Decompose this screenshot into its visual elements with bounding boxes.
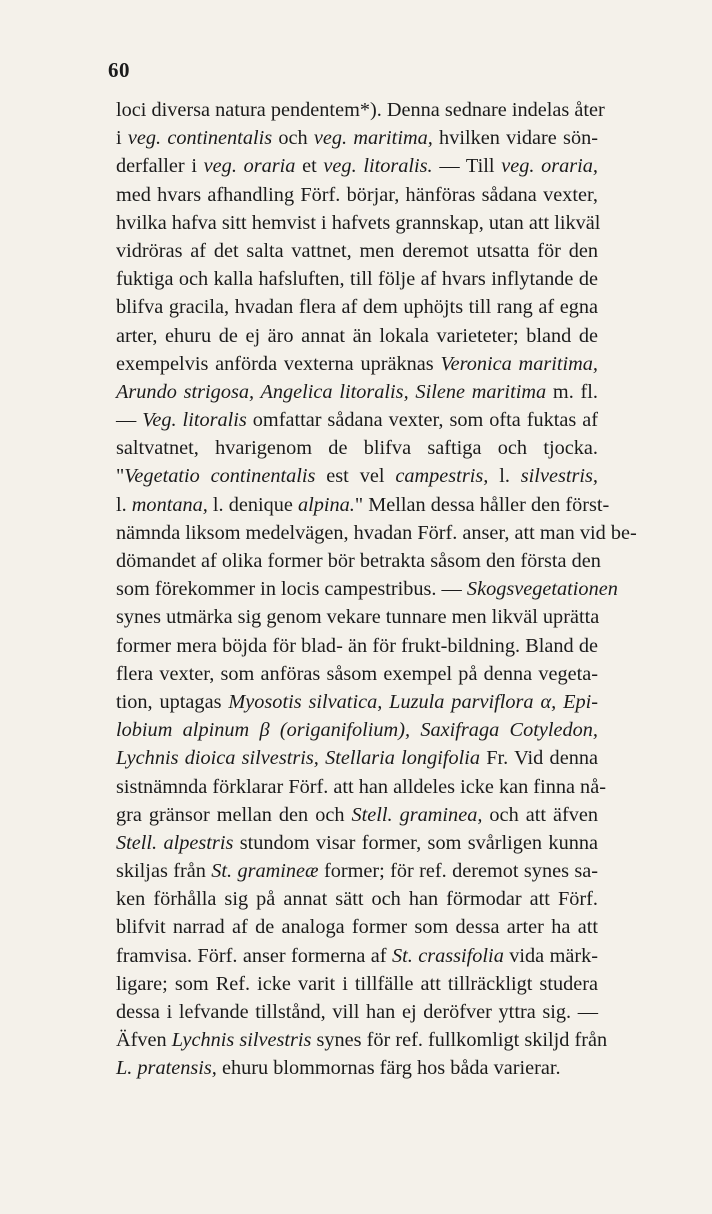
text-line xyxy=(116,293,598,321)
text-line xyxy=(116,885,598,913)
italic-species-name: Lychnis silvestris xyxy=(171,1029,312,1052)
body-text xyxy=(116,96,637,1083)
text-run: vidröras af det salta vattnet, men deremot utsatta för den xyxy=(116,239,598,262)
text-run: skiljas från xyxy=(116,860,212,883)
text-run: " xyxy=(116,465,125,488)
text-line xyxy=(116,913,598,941)
text-run: Äfven xyxy=(116,1029,172,1052)
text-line xyxy=(116,716,598,744)
text-run: m. fl. xyxy=(546,380,599,403)
italic-species-name: veg. oraria, xyxy=(501,155,598,178)
text-run: l. xyxy=(488,465,521,488)
text-line xyxy=(116,660,598,688)
text-line xyxy=(116,575,618,603)
text-line xyxy=(116,1026,608,1054)
text-line xyxy=(116,181,598,209)
text-line xyxy=(116,152,598,180)
text-line xyxy=(116,632,598,660)
text-run: tion, uptagas xyxy=(116,690,229,713)
italic-species-name: campestris, xyxy=(395,465,489,488)
italic-species-name: Veg. litoralis xyxy=(142,409,247,432)
text-run: vida märk- xyxy=(503,944,599,967)
italic-species-name: lobium alpinum β (origanifolium), Saxifraga Cotyledon, xyxy=(116,719,598,742)
text-line xyxy=(116,801,598,829)
text-line xyxy=(116,688,598,716)
text-line xyxy=(116,942,598,970)
page-number: 60 xyxy=(108,58,130,82)
italic-species-name: veg. oraria xyxy=(203,155,296,178)
text-run: — Till xyxy=(432,155,502,178)
text-line xyxy=(116,491,610,519)
text-line xyxy=(116,96,605,124)
text-run: fuktiga och kalla hafsluften, till följe af hvars inflytande de xyxy=(116,268,598,291)
text-run: hvilken vidare sön- xyxy=(432,127,598,150)
text-run: och att äfven xyxy=(482,803,599,826)
text-line xyxy=(116,209,601,237)
text-run: arter, ehuru de ej äro annat än lokala varieteter; bland de xyxy=(116,324,598,347)
italic-species-name: Stell. alpestris xyxy=(116,831,234,854)
text-run: stundom visar former, som svårligen kunna xyxy=(233,831,598,854)
italic-species-name: alpina. xyxy=(297,493,355,516)
italic-species-name: Myosotis silvatica, Luzula parviflora α, Epi- xyxy=(228,690,598,713)
text-run: " Mellan dessa håller den först- xyxy=(354,493,610,516)
text-run: hvilka hafva sitt hemvist i hafvets grannskap, utan att likväl xyxy=(116,211,601,234)
text-run: nämnda liksom medelvägen, hvadan Förf. anser, att man vid be- xyxy=(116,521,637,544)
text-line xyxy=(116,744,598,772)
text-line xyxy=(116,1054,598,1082)
text-run: sistnämnda förklarar Förf. att han alldeles icke kan finna nå- xyxy=(116,775,606,798)
text-line xyxy=(116,350,598,378)
text-run: — xyxy=(116,409,143,432)
italic-species-name: montana, xyxy=(131,493,208,516)
text-line xyxy=(116,406,598,434)
text-run: l. denique xyxy=(207,493,298,516)
text-run: Fr. Vid denna xyxy=(480,747,598,770)
text-run: ken förhålla sig på annat sätt och han förmodar att Förf. xyxy=(116,888,598,911)
text-run: med hvars afhandling Förf. börjar, hänföras sådana vexter, xyxy=(116,183,598,206)
text-line xyxy=(116,998,598,1026)
text-run: flera vexter, som anföras såsom exempel på denna vegeta- xyxy=(116,662,598,685)
text-run: l. xyxy=(116,493,132,516)
italic-species-name: Stell. graminea, xyxy=(351,803,483,826)
text-line xyxy=(116,434,598,462)
text-run: framvisa. Förf. anser formerna af xyxy=(116,944,392,967)
text-run: dömandet af olika former bör betrakta såsom den första den xyxy=(116,550,601,572)
text-run: ligare; som Ref. icke varit i tillfälle att tillräckligt studera xyxy=(116,972,598,995)
text-run: saltvatnet, hvarigenom de blifva saftiga och tjocka. xyxy=(116,437,598,460)
text-run: och xyxy=(272,127,314,150)
italic-species-name: Arundo strigosa, Angelica litoralis, Silene maritima xyxy=(116,380,547,403)
italic-species-name: Vegetatio continentalis xyxy=(124,465,316,488)
italic-species-name: Skogsvegetationen xyxy=(466,578,618,601)
text-run: som förekommer in locis campestribus. — xyxy=(116,578,467,601)
text-run: gra gränsor mellan den och xyxy=(116,803,352,826)
text-run: loci diversa natura pendentem*). Denna sednare indelas åter xyxy=(116,99,605,121)
text-run: omfattar sådana vexter, som ofta fuktas af xyxy=(246,409,598,432)
text-line xyxy=(116,237,598,265)
italic-species-name: St. crassifolia xyxy=(391,944,504,967)
italic-species-name: veg. maritima, xyxy=(313,127,433,150)
text-line xyxy=(116,773,606,801)
text-line xyxy=(116,829,598,857)
text-line xyxy=(116,857,598,885)
text-line xyxy=(116,970,598,998)
text-run: exempelvis anförda vexterna upräknas xyxy=(116,352,441,375)
italic-species-name: veg. continentalis xyxy=(127,127,273,150)
italic-species-name: Lychnis dioica silvestris, Stellaria longifolia xyxy=(116,747,481,770)
text-run: blifva gracila, hvadan flera af dem uphöjts till rang af egna xyxy=(116,296,598,319)
text-line xyxy=(116,378,598,406)
text-run: synes utmärka sig genom vekare tunnare men likväl uprätta xyxy=(116,606,600,629)
text-run: i xyxy=(116,127,128,150)
italic-species-name: St. gramineæ xyxy=(211,860,319,883)
italic-species-name: veg. litoralis. xyxy=(323,155,433,178)
text-run: est vel xyxy=(315,465,396,488)
text-line xyxy=(116,547,601,575)
text-run: synes för ref. fullkomligt skiljd från xyxy=(311,1029,608,1052)
text-line xyxy=(116,265,598,293)
italic-species-name: Veronica maritima, xyxy=(440,352,598,375)
text-line xyxy=(116,124,598,152)
text-line xyxy=(116,603,598,631)
text-run: former; för ref. deremot synes sa- xyxy=(318,860,598,883)
text-run: former mera böjda för blad- än för frukt-bildning. Bland de xyxy=(116,634,598,657)
text-run: blifvit narrad af de analoga former som dessa arter ha att xyxy=(116,916,598,939)
text-run: ehuru blommornas färg hos båda varierar. xyxy=(216,1057,561,1080)
italic-species-name: silvestris, xyxy=(520,465,598,488)
text-line xyxy=(116,519,637,547)
text-run: et xyxy=(295,155,324,178)
text-run: derfaller i xyxy=(116,155,204,178)
italic-species-name: L. pratensis, xyxy=(116,1057,217,1080)
text-line xyxy=(116,322,598,350)
text-run: dessa i lefvande tillstånd, vill han ej deröfver yttra sig. — xyxy=(116,1001,598,1023)
text-line xyxy=(116,462,598,490)
